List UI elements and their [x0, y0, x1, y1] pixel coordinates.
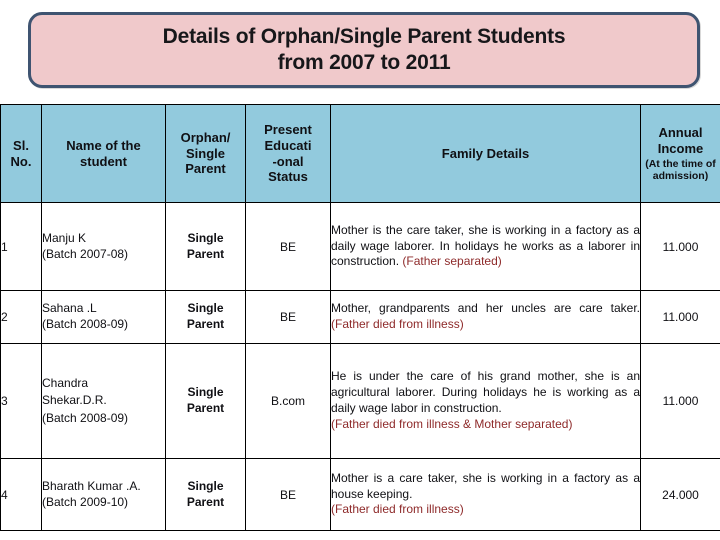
column-header-sl-no — [1, 105, 42, 203]
cell-family-details — [331, 459, 641, 531]
cell-sl-no: 4 — [1, 459, 42, 531]
cell-family-details-note: (Father died from illness) — [331, 502, 464, 517]
cell-student-name — [42, 203, 166, 291]
column-header-present-educational-status-line1: Present — [264, 121, 312, 137]
title-line-1: Details of Orphan/Single Parent Students — [162, 24, 566, 48]
cell-family-details-note: (Father died from illness) — [331, 317, 464, 331]
column-header-present-educational-status — [246, 105, 331, 203]
cell-student-name-line1: Bharath Kumar .A. — [42, 478, 141, 493]
cell-family-details — [331, 291, 641, 344]
cell-student-name-line3: (Batch 2008-09) — [42, 410, 129, 425]
cell-annual-income: 24.000 — [641, 459, 720, 531]
column-header-orphan-single-parent-line3: Parent — [185, 161, 226, 177]
table-row — [1, 344, 720, 459]
cell-educational-status: BE — [246, 291, 331, 344]
cell-student-name-line2: (Batch 2008-09) — [42, 317, 129, 331]
cell-annual-income: 11.000 — [641, 291, 720, 344]
cell-student-name-line2: (Batch 2009-10) — [42, 494, 129, 509]
column-header-orphan-single-parent — [166, 105, 246, 203]
cell-annual-income: 11.000 — [641, 203, 720, 291]
cell-educational-status: B.com — [246, 344, 331, 459]
cell-orphan-single-parent-line2: Parent — [186, 401, 225, 415]
cell-student-name — [42, 459, 166, 531]
cell-sl-no: 3 — [1, 344, 42, 459]
column-header-family-details — [331, 105, 641, 203]
column-header-student-name-line2: student — [80, 153, 127, 169]
cell-orphan-single-parent — [166, 203, 246, 291]
cell-family-details-main: Mother is a care taker, she is working in a factory as a house keeping. — [331, 470, 640, 501]
cell-student-name-line1: Chandra — [42, 375, 89, 390]
column-header-sl-no-line1: Sl. — [13, 137, 29, 153]
table-row — [1, 291, 720, 344]
cell-orphan-single-parent-line1: Single — [187, 301, 224, 316]
cell-sl-no: 2 — [1, 291, 42, 344]
cell-family-details-note: (Father separated) — [402, 254, 502, 269]
column-header-family-details-label: Family Details — [441, 145, 530, 161]
table-row — [1, 459, 720, 531]
column-header-annual-income-line1: Annual — [658, 125, 703, 141]
cell-student-name-line1: Sahana .L — [42, 301, 97, 316]
column-header-present-educational-status-line2: Educati — [264, 137, 312, 153]
cell-student-name-line2: Shekar.D.R. — [42, 393, 107, 408]
cell-sl-no: 1 — [1, 203, 42, 291]
cell-orphan-single-parent — [166, 344, 246, 459]
cell-student-name-line1: Manju K — [42, 230, 87, 245]
title-banner — [28, 12, 700, 88]
column-header-annual-income — [641, 105, 720, 203]
cell-family-details — [331, 344, 641, 459]
column-header-present-educational-status-line3: -onal — [272, 153, 304, 169]
cell-orphan-single-parent-line2: Parent — [186, 317, 225, 331]
column-header-orphan-single-parent-line2: Single — [185, 145, 225, 161]
cell-family-details-main: Mother is the care taker, she is working in a factory as a daily wage laborer. In holidays he works as a laborer in construction. — [331, 222, 640, 269]
column-header-orphan-single-parent-line1: Orphan/ — [180, 129, 231, 145]
cell-orphan-single-parent-line2: Parent — [186, 494, 225, 509]
cell-educational-status: BE — [246, 203, 331, 291]
cell-family-details — [331, 203, 641, 291]
cell-family-details-main: Mother, grandparents and her uncles are care taker. — [331, 301, 640, 316]
cell-annual-income: 11.000 — [641, 344, 720, 459]
cell-orphan-single-parent-line1: Single — [187, 385, 224, 400]
title-line-2: from 2007 to 2011 — [277, 51, 451, 74]
cell-student-name-line2: (Batch 2007-08) — [42, 246, 129, 261]
cell-orphan-single-parent-line1: Single — [187, 230, 224, 245]
cell-orphan-single-parent — [166, 459, 246, 531]
cell-orphan-single-parent-line1: Single — [187, 478, 224, 493]
cell-orphan-single-parent — [166, 291, 246, 344]
cell-student-name — [42, 344, 166, 459]
cell-educational-status: BE — [246, 459, 331, 531]
cell-family-details-main: He is under the care of his grand mother, she is an agricultural laborer. During holidays he is working as a daily wage labor in construction. — [331, 369, 640, 415]
column-header-sl-no-line2: No. — [10, 153, 32, 169]
orphan-single-parent-students-table — [0, 104, 720, 531]
column-header-annual-income-line2: Income — [657, 140, 704, 156]
column-header-student-name-line1: Name of the — [66, 137, 141, 153]
column-header-present-educational-status-line4: Status — [268, 169, 308, 185]
column-header-annual-income-sub: (At the time of admission) — [645, 157, 716, 182]
column-header-student-name — [42, 105, 166, 203]
cell-orphan-single-parent-line2: Parent — [186, 246, 225, 261]
table-header-row — [1, 105, 720, 203]
cell-student-name — [42, 291, 166, 344]
cell-family-details-note: (Father died from illness & Mother separated) — [331, 416, 573, 431]
table-row — [1, 203, 720, 291]
